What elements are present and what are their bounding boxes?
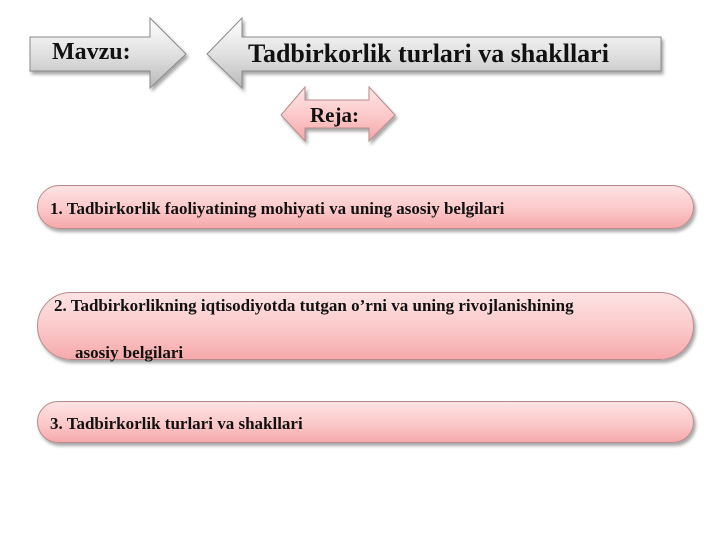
reja-label: Reja: xyxy=(310,103,359,127)
topic-title: Tadbirkorlik turlari va shakllari xyxy=(248,39,609,68)
plan-item-2-text-line-2: asosiy belgilari xyxy=(75,343,184,362)
plan-item-3-text: 3. Tadbirkorlik turlari va shakllari xyxy=(50,414,303,433)
plan-item-1 xyxy=(37,185,694,229)
reja-arrow xyxy=(281,87,397,143)
plan-item-2 xyxy=(37,292,694,360)
plan-item-3 xyxy=(37,401,694,443)
topic-arrow xyxy=(205,18,665,90)
mavzu-label: Mavzu: xyxy=(52,39,131,65)
mavzu-arrow xyxy=(30,18,190,90)
plan-item-2-text-line-1: 2. Tadbirkorlikning iqtisodiyotda tutgan o’rni va uning rivojlanishining xyxy=(54,296,574,315)
plan-item-1-text: 1. Tadbirkorlik faoliyatining mohiyati va uning asosiy belgilari xyxy=(50,199,505,218)
